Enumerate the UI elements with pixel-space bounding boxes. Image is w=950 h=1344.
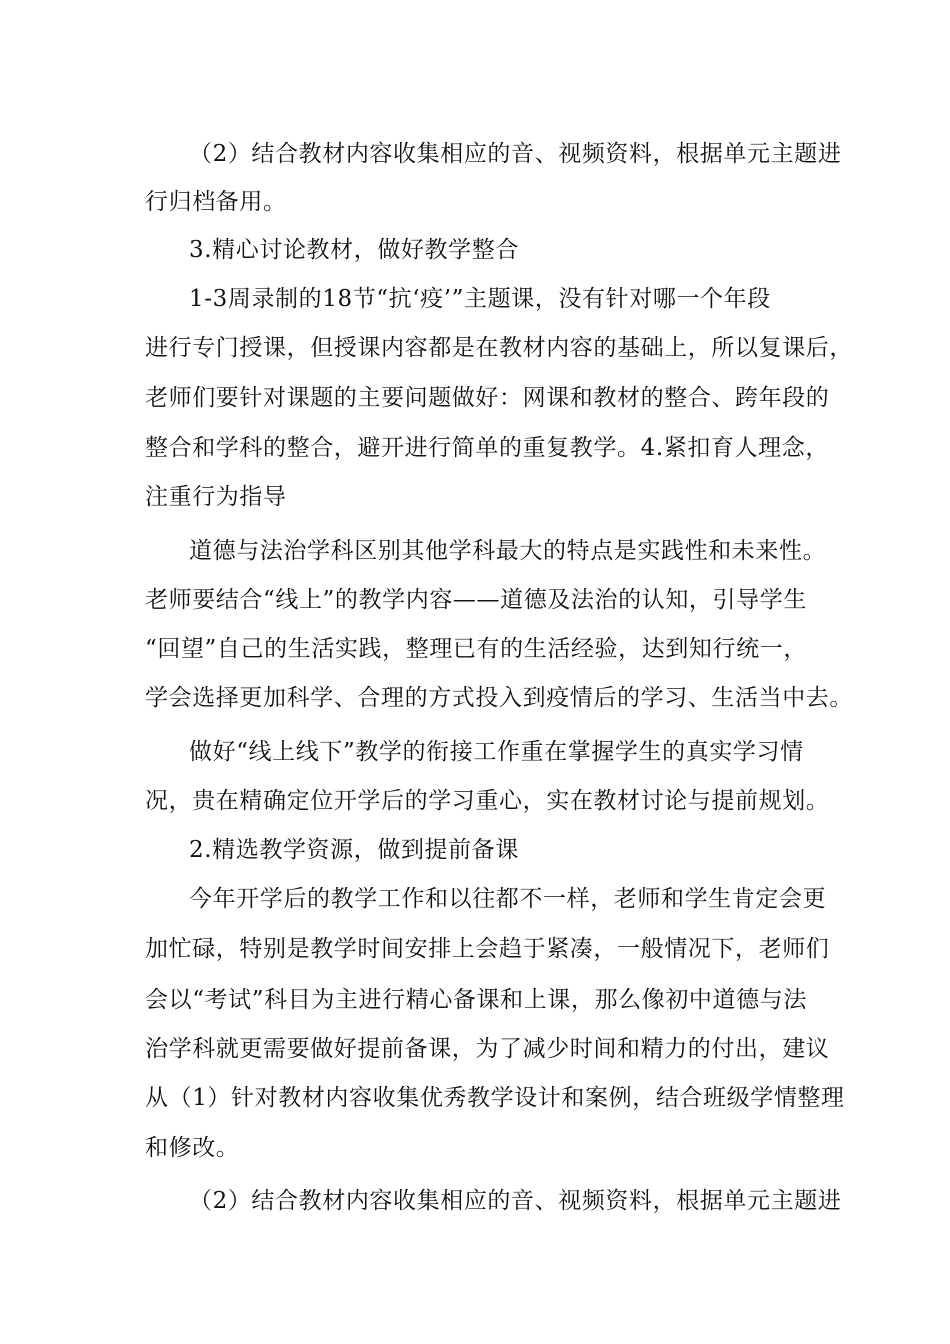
paragraph-line: 和修改。: [145, 1135, 240, 1161]
paragraph-line: 会以“考试”科目为主进行精心备课和上课，那么像初中道德与法: [145, 987, 807, 1013]
paragraph-line: （2）结合教材内容收集相应的音、视频资料，根据单元主题进: [189, 141, 842, 167]
paragraph-line: 况，贵在精确定位开学后的学习重心，实在教材讨论与提前规划。: [145, 788, 830, 814]
paragraph-line: 今年开学后的教学工作和以往都不一样，老师和学生肯定会更: [189, 886, 827, 912]
paragraph-line: 老师要结合“线上”的教学内容——道德及法治的认知，引导学生: [145, 587, 807, 613]
paragraph-line: 加忙碌，特别是教学时间安排上会趋于紧凑，一般情况下，老师们: [145, 936, 830, 962]
paragraph-line: 学会选择更加科学、合理的方式投入到疫情后的学习、生活当中去。: [145, 685, 853, 711]
paragraph-line: “回望”自己的生活实践，整理已有的生活经验，达到知行统一，: [145, 636, 807, 662]
paragraph-line: 注重行为指导: [145, 484, 287, 510]
paragraph-line: 整合和学科的整合，避开进行简单的重复教学。4.紧扣育人理念，: [145, 435, 829, 461]
paragraph-line: 老师们要针对课题的主要问题做好：网课和教材的整合、跨年段的: [145, 385, 830, 411]
paragraph-line: 做好“线上线下”教学的衔接工作重在掌握学生的真实学习情: [189, 739, 804, 765]
paragraph-line: 道德与法治学科区别其他学科最大的特点是实践性和未来性。: [189, 538, 827, 564]
paragraph-line: 1-3周录制的18节“抗‘疫’”主题课，没有针对哪一个年段: [189, 286, 771, 312]
paragraph-line: 行归档备用。: [145, 189, 287, 215]
paragraph-line: 进行专门授课，但授课内容都是在教材内容的基础上，所以复课后，: [145, 335, 853, 361]
paragraph-line: 治学科就更需要做好提前备课，为了减少时间和精力的付出，建议: [145, 1036, 830, 1062]
paragraph-line: 从（1）针对教材内容收集优秀教学设计和案例，结合班级学情整理: [145, 1085, 845, 1111]
paragraph-line: （2）结合教材内容收集相应的音、视频资料，根据单元主题进: [189, 1188, 842, 1214]
section-heading: 2.精选教学资源，做到提前备课: [189, 837, 519, 863]
section-heading: 3.精心讨论教材，做好教学整合: [189, 237, 519, 263]
